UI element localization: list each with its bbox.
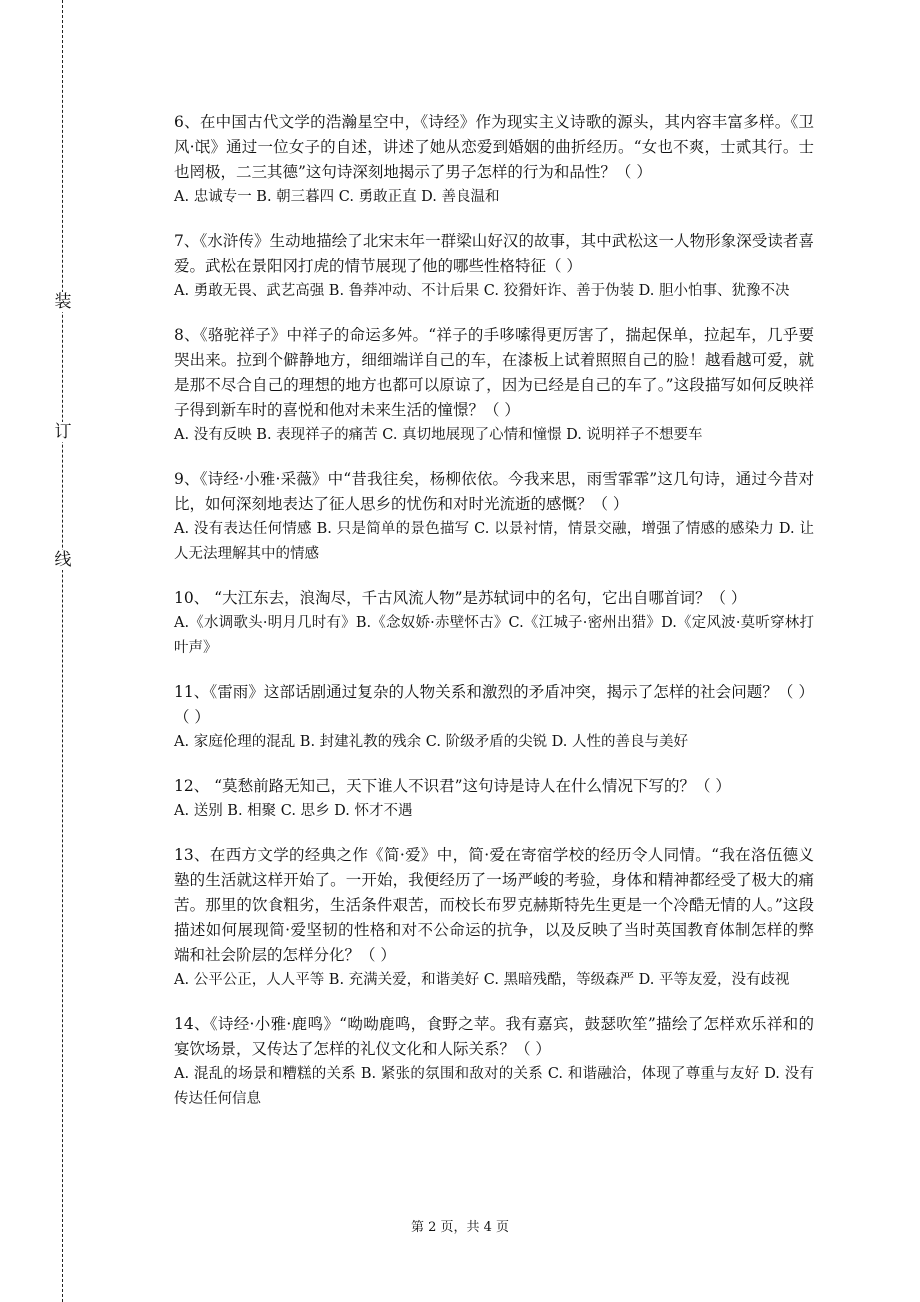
question-11-options: A. 家庭伦理的混乱 B. 封建礼教的残余 C. 阶级矛盾的尖锐 D. 人性的善良与美好 xyxy=(174,734,689,750)
question-11 xyxy=(174,680,814,755)
question-14-text: 14、《诗经·小雅·鹿鸣》“呦呦鹿鸣，食野之苹。我有嘉宾，鼓瑟吹笙”描绘了怎样欢乐祥和的宴饮场景，又传达了怎样的礼仪文化和人际关系？（ ） xyxy=(174,1015,814,1058)
question-14 xyxy=(174,1012,814,1112)
question-13-options: A. 公平公正，人人平等 B. 充满关爱，和谐美好 C. 黑暗残酷，等级森严 D. 平等友爱，没有歧视 xyxy=(174,972,790,988)
question-9-text: 9、《诗经·小雅·采薇》中“昔我往矣，杨柳依依。今我来思，雨雪霏霏”这几句诗，通过今昔对比，如何深刻地表达了征人思乡的忧伤和对时光流逝的感慨？（ ） xyxy=(174,470,814,513)
question-12-options: A. 送别 B. 相聚 C. 思乡 D. 怀才不遇 xyxy=(174,803,413,819)
question-9 xyxy=(174,467,814,567)
question-8-text: 8、《骆驼祥子》中祥子的命运多舛。“祥子的手哆嗦得更厉害了，揣起保单，拉起车，几乎要哭出来。拉到个僻静地方，细细端详自己的车，在漆板上试着照照自己的脸！越看越可爱，就是那不尽合自己的理想的地方也都可以原谅了，因为已经是自己的车了。”这段描写如何反映祥子得到新车时的喜悦和他对未来生活的憧憬？（ ） xyxy=(174,326,814,419)
question-13 xyxy=(174,843,814,993)
question-7-options: A. 勇敢无畏、武艺高强 B. 鲁莽冲动、不计后果 C. 狡猾奸诈、善于伪装 D. 胆小怕事、犹豫不决 xyxy=(174,283,790,299)
question-13-text: 13、在西方文学的经典之作《简·爱》中，简·爱在寄宿学校的经历令人同情。“我在洛伍德义塾的生活就这样开始了。一开始，我便经历了一场严峻的考验，身体和精神都经受了极大的痛苦。那里的饮食粗劣，生活条件艰苦，而校长布罗克赫斯特先生更是一个冷酷无情的人。”这段描述如何展现简·爱坚韧的性格和对不公命运的抗争，以及反映了当时英国教育体制怎样的弊端和社会阶层的怎样分化？（ ） xyxy=(174,846,814,964)
question-8 xyxy=(174,323,814,448)
question-12 xyxy=(174,774,814,824)
page-number: 第 2 页，共 4 页 xyxy=(410,1220,510,1235)
binding-label-ding: 订 xyxy=(54,422,72,442)
question-7 xyxy=(174,229,814,304)
binding-dashed-line xyxy=(62,0,63,1302)
question-9-options: A. 没有表达任何情感 B. 只是简单的景色描写 C. 以景衬情，情景交融，增强了情感的感染力 D. 让人无法理解其中的情感 xyxy=(174,521,814,562)
question-6-text: 6、在中国古代文学的浩瀚星空中，《诗经》作为现实主义诗歌的源头，其内容丰富多样。《卫风·氓》通过一位女子的自述，讲述了她从恋爱到婚姻的曲折经历。“女也不爽，士贰其行。士也罔极，二三其德”这句诗深刻地揭示了男子怎样的行为和品性？（ ） xyxy=(174,113,814,181)
question-8-options: A. 没有反映 B. 表现祥子的痛苦 C. 真切地展现了心情和憧憬 D. 说明祥子不想要车 xyxy=(174,427,703,443)
question-6-options: A. 忠诚专一 B. 朝三暮四 C. 勇敢正直 D. 善良温和 xyxy=(174,189,500,205)
question-10 xyxy=(174,586,814,661)
question-7-text: 7、《水浒传》生动地描绘了北宋末年一群梁山好汉的故事，其中武松这一人物形象深受读者喜爱。武松在景阳冈打虎的情节展现了他的哪些性格特征（ ） xyxy=(174,232,814,275)
binding-label-xian: 线 xyxy=(54,550,72,570)
question-6 xyxy=(174,110,814,210)
question-14-options: A. 混乱的场景和糟糕的关系 B. 紧张的氛围和敌对的关系 C. 和谐融洽，体现了尊重与友好 D. 没有传达任何信息 xyxy=(174,1066,814,1107)
question-10-text: 10、 “大江东去，浪淘尽，千古风流人物”是苏轼词中的名句，它出自哪首词？（ ） xyxy=(174,589,747,607)
question-12-text: 12、 “莫愁前路无知己，天下谁人不识君”这句诗是诗人在什么情况下写的？（ ） xyxy=(174,777,731,795)
question-11-text: 11、《雷雨》这部话剧通过复杂的人物关系和激烈的矛盾冲突，揭示了怎样的社会问题？（ ） （ ） xyxy=(174,683,814,726)
binding-label-zhuang: 装 xyxy=(54,292,72,312)
question-list xyxy=(174,110,814,1131)
question-10-options: A.《水调歌头·明月几时有》B.《念奴娇·赤壁怀古》C.《江城子·密州出猎》D.《定风波·莫听穿林打叶声》 xyxy=(174,615,814,656)
